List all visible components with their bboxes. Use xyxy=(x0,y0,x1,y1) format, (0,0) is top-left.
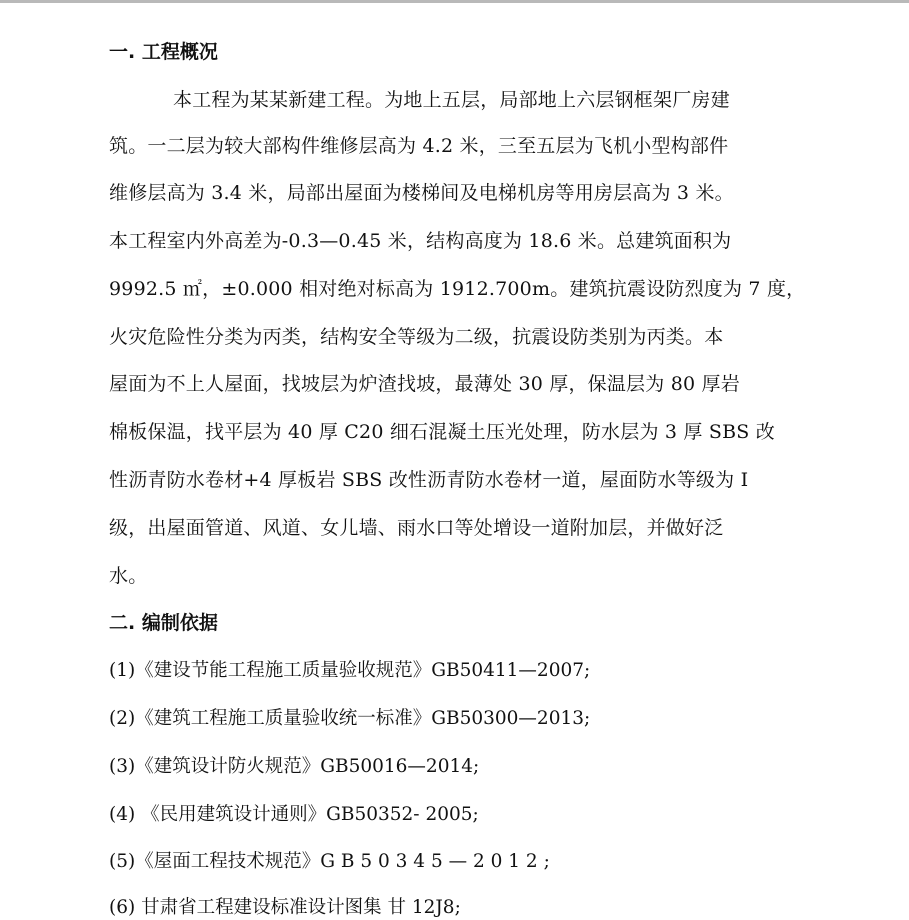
reference-item: (1)《建设节能工程施工质量验收规范》GB50411—2007; xyxy=(109,660,591,681)
reference-item: (2)《建筑工程施工质量验收统一标准》GB50300—2013; xyxy=(109,708,591,729)
paragraph-line: 本工程室内外高差为-0.3—0.45 米，结构高度为 18.6 米。总建筑面积为 xyxy=(109,230,732,252)
reference-item: (6) 甘肃省工程建设标准设计图集 甘 12J8; xyxy=(109,897,461,918)
paragraph-line: 维修层高为 3.4 米，局部出屋面为楼梯间及电梯机房等用房层高为 3 米。 xyxy=(109,182,734,204)
section-heading-basis: 二. 编制依据 xyxy=(109,612,218,634)
paragraph-line: 筑。一二层为较大部构件维修层高为 4.2 米，三至五层为飞机小型构部件 xyxy=(109,135,729,157)
paragraph-line: 火灾危险性分类为丙类，结构安全等级为二级，抗震设防类别为丙类。本 xyxy=(109,326,724,348)
reference-item: (5)《屋面工程技术规范》G B 5 0 3 4 5 — 2 0 1 2 ; xyxy=(109,851,550,872)
paragraph-line: 本工程为某某新建工程。为地上五层，局部地上六层钢框架厂房建 xyxy=(173,89,730,111)
paragraph-line: 级，出屋面管道、风道、女儿墙、雨水口等处增设一道附加层，并做好泛 xyxy=(109,517,724,539)
paragraph-line: 棉板保温，找平层为 40 厚 C20 细石混凝土压光处理，防水层为 3 厚 SBS 改 xyxy=(109,421,775,443)
reference-item: (4) 《民用建筑设计通则》GB50352- 2005; xyxy=(109,804,479,825)
paragraph-line: 屋面为不上人屋面，找坡层为炉渣找坡，最薄处 30 厚，保温层为 80 厚岩 xyxy=(109,373,740,395)
paragraph-line: 水。 xyxy=(109,565,148,587)
reference-item: (3)《建筑设计防火规范》GB50016—2014; xyxy=(109,756,480,777)
paragraph-line: 性沥青防水卷材+4 厚板岩 SBS 改性沥青防水卷材一道，屋面防水等级为 I xyxy=(109,469,749,491)
section-heading-overview: 一. 工程概况 xyxy=(109,41,218,63)
paragraph-line: 9992.5 ㎡，±0.000 相对绝对标高为 1912.700m。建筑抗震设防烈度为 7 度， xyxy=(109,278,806,300)
